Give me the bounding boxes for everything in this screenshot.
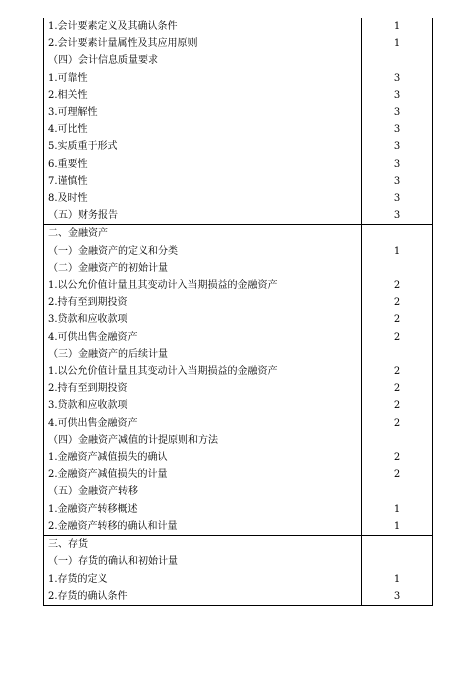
level-cell: 2 [362,363,433,380]
level-cell: 1 [362,35,433,52]
level-cell: 3 [362,156,433,173]
level-cell: 3 [362,87,433,104]
level-cell: 2 [362,397,433,414]
table-row [44,87,433,104]
table-row [44,243,433,260]
table-row [44,536,433,554]
table-row [44,121,433,138]
table-row [44,35,433,52]
table-row [44,432,433,449]
table-row [44,397,433,414]
level-cell [362,225,433,243]
level-cell [362,260,433,277]
table-row [44,483,433,500]
topic-cell: 2.会计要素计量属性及其应用原则 [44,35,362,52]
topic-cell: 4.可供出售金融资产 [44,415,362,432]
table-row [44,138,433,155]
table-row [44,501,433,518]
table-row [44,518,433,536]
level-cell: 1 [362,571,433,588]
level-cell: 2 [362,329,433,346]
table-row [44,311,433,328]
table-row [44,70,433,87]
level-cell: 1 [362,518,433,536]
level-cell [362,52,433,69]
topic-cell: 2.金融资产转移的确认和计量 [44,518,362,536]
topic-cell: （三）金融资产的后续计量 [44,346,362,363]
level-cell: 3 [362,173,433,190]
level-cell: 3 [362,104,433,121]
table-row [44,588,433,606]
topic-cell: 4.可比性 [44,121,362,138]
level-cell: 2 [362,311,433,328]
level-cell: 1 [362,243,433,260]
table-row [44,260,433,277]
topic-cell: 2.存货的确认条件 [44,588,362,606]
level-cell: 2 [362,277,433,294]
topic-cell: 2.金融资产减值损失的计量 [44,466,362,483]
level-cell: 2 [362,294,433,311]
table-row [44,294,433,311]
table-row [44,225,433,243]
level-cell [362,483,433,500]
table-row [44,571,433,588]
topic-cell: 1.金融资产减值损失的确认 [44,449,362,466]
topic-cell: 3.可理解性 [44,104,362,121]
table-row [44,52,433,69]
table-row [44,466,433,483]
topic-cell: 8.及时性 [44,190,362,207]
syllabus-table [43,18,433,606]
level-cell [362,432,433,449]
topic-cell: 4.可供出售金融资产 [44,329,362,346]
table-row [44,277,433,294]
level-cell: 2 [362,415,433,432]
level-cell: 2 [362,449,433,466]
topic-cell: 1.存货的定义 [44,571,362,588]
topic-cell: 三、存货 [44,536,362,554]
level-cell: 2 [362,466,433,483]
level-cell: 3 [362,588,433,606]
level-cell: 1 [362,501,433,518]
table-row [44,380,433,397]
topic-cell: 3.贷款和应收款项 [44,397,362,414]
topic-cell: 2.持有至到期投资 [44,294,362,311]
table-row [44,329,433,346]
table-row [44,18,433,35]
level-cell: 1 [362,18,433,35]
topic-cell: （二）金融资产的初始计量 [44,260,362,277]
level-cell [362,536,433,554]
topic-cell: 二、金融资产 [44,225,362,243]
topic-cell: （五）财务报告 [44,207,362,225]
table-row [44,190,433,207]
table-row [44,173,433,190]
topic-cell: 7.谨慎性 [44,173,362,190]
topic-cell: 6.重要性 [44,156,362,173]
topic-cell: 1.金融资产转移概述 [44,501,362,518]
topic-cell: 1.以公允价值计量且其变动计入当期损益的金融资产 [44,363,362,380]
level-cell [362,553,433,570]
topic-cell: （五）金融资产转移 [44,483,362,500]
level-cell: 3 [362,70,433,87]
table-row [44,156,433,173]
topic-cell: （四）会计信息质量要求 [44,52,362,69]
level-cell: 3 [362,207,433,225]
topic-cell: 1.以公允价值计量且其变动计入当期损益的金融资产 [44,277,362,294]
level-cell: 3 [362,138,433,155]
level-cell: 3 [362,121,433,138]
table-row [44,449,433,466]
topic-cell: 1.可靠性 [44,70,362,87]
table-row [44,346,433,363]
topic-cell: 2.相关性 [44,87,362,104]
table-row [44,207,433,225]
topic-cell: （一）金融资产的定义和分类 [44,243,362,260]
syllabus-table-body [44,18,433,605]
level-cell: 2 [362,380,433,397]
level-cell [362,346,433,363]
table-row [44,104,433,121]
table-row [44,553,433,570]
topic-cell: （一）存货的确认和初始计量 [44,553,362,570]
topic-cell: （四）金融资产减值的计提原则和方法 [44,432,362,449]
topic-cell: 2.持有至到期投资 [44,380,362,397]
topic-cell: 3.贷款和应收款项 [44,311,362,328]
topic-cell: 1.会计要素定义及其确认条件 [44,18,362,35]
table-row [44,415,433,432]
table-row [44,363,433,380]
level-cell: 3 [362,190,433,207]
topic-cell: 5.实质重于形式 [44,138,362,155]
